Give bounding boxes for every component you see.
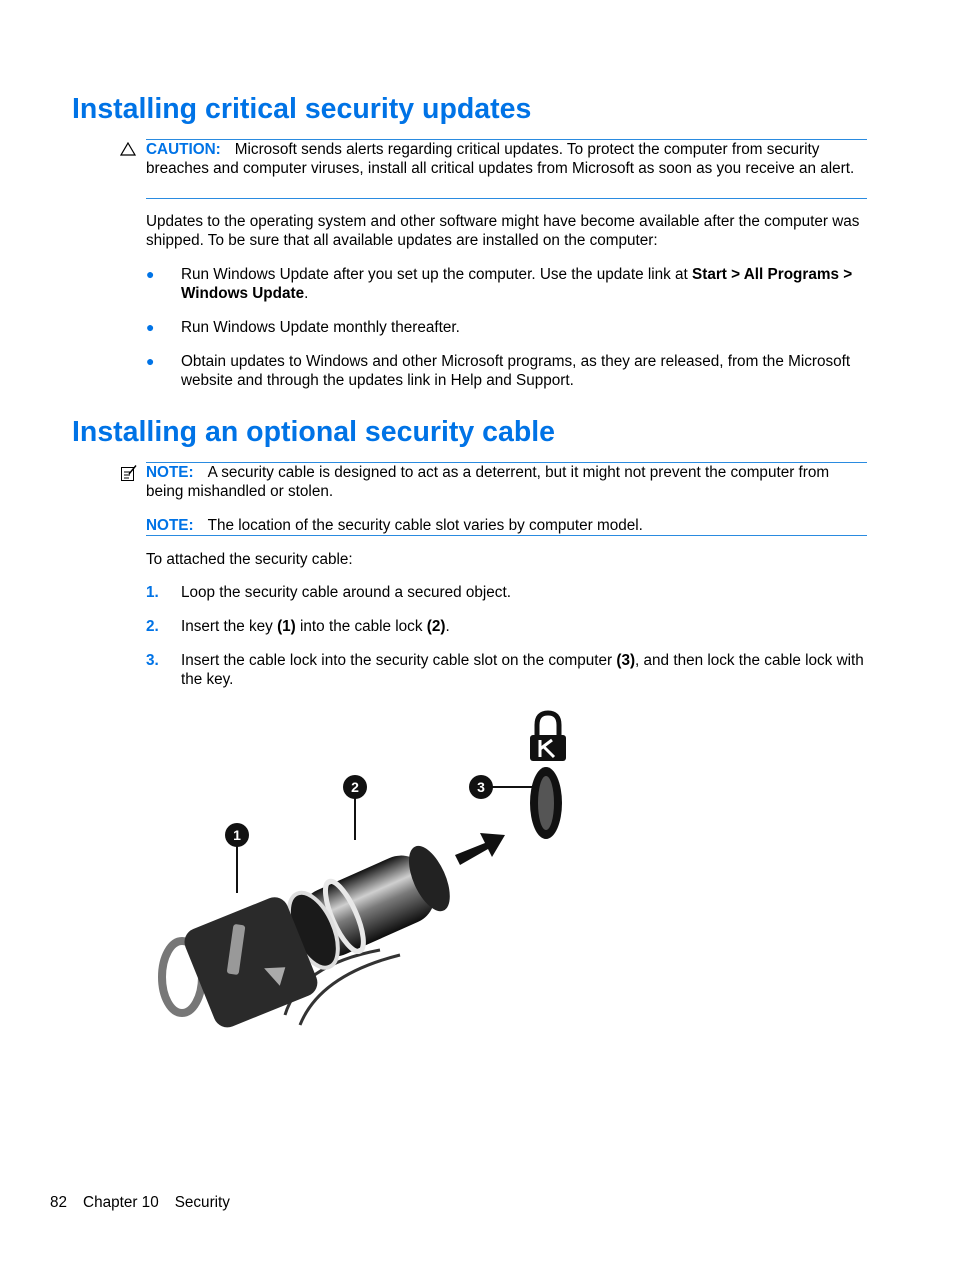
chapter-title: Security <box>174 1194 230 1211</box>
caution-label: CAUTION: <box>146 141 221 158</box>
callout-2 <box>343 775 367 799</box>
step-3-text <box>181 651 871 689</box>
bullet-icon: ● <box>146 353 155 369</box>
callout-3 <box>469 775 493 799</box>
bullet-1-text: Run Windows Update after you set up the computer. Use the update link at <box>181 266 693 283</box>
note-bottom-rule <box>146 535 867 536</box>
callout-2-label: 2 <box>351 779 359 795</box>
step-3-number: 3. <box>146 652 159 669</box>
step-2-part: . <box>445 618 450 635</box>
step-2-part: Insert the key <box>181 618 278 635</box>
step-1-text: Loop the security cable around a secured object. <box>181 584 511 601</box>
step-3-part: Insert the cable lock into the security cable slot on the computer <box>181 652 617 669</box>
page-footer <box>50 1193 246 1212</box>
step-2-number: 2. <box>146 618 159 635</box>
bullet-1-end: . <box>304 285 309 302</box>
step-2-part: into the cable lock <box>295 618 427 635</box>
updates-intro: Updates to the operating system and other software might have become available after the computer was shipped. To be sure that all available updates are installed on the computer: <box>146 213 860 249</box>
step-2-text <box>181 617 871 636</box>
bullet-item-2: Run Windows Update monthly thereafter. <box>181 319 460 336</box>
bullet-item-1 <box>181 265 871 303</box>
note-1-label: NOTE: <box>146 464 194 481</box>
callout-1 <box>225 823 249 847</box>
cable-intro: To attached the security cable: <box>146 551 353 568</box>
caution-text: Microsoft sends alerts regarding critical updates. To protect the computer from security breaches and computer viruses, install all critical updates from Microsoft as soon as you receive an alert. <box>146 141 855 177</box>
heading-security-cable: Installing an optional security cable <box>72 416 556 448</box>
security-cable-illustration <box>150 705 580 1035</box>
page-number: 82 <box>50 1194 68 1211</box>
note-1-text: A security cable is designed to act as a deterrent, but it might not prevent the computer from being mishandled or stolen. <box>146 464 830 500</box>
step-2-ref-1: (1) <box>277 618 296 635</box>
note-2 <box>146 516 868 535</box>
note-2-label: NOTE: <box>146 517 194 534</box>
caution-block <box>146 140 868 178</box>
step-3-ref-3: (3) <box>616 652 636 669</box>
caution-bottom-rule <box>146 198 867 199</box>
note-2-text: The location of the security cable slot varies by computer model. <box>207 517 643 534</box>
bullet-item-3: Obtain updates to Windows and other Microsoft programs, as they are released, from the Microsoft website and through the updates link in Help and Support. <box>181 353 851 389</box>
heading-critical-updates: Installing critical security updates <box>72 93 532 125</box>
note-icon <box>120 464 138 482</box>
kensington-lock-icon <box>530 713 566 761</box>
insert-arrow-icon <box>455 833 505 865</box>
chapter-label: Chapter 10 <box>83 1194 159 1211</box>
callout-3-label: 3 <box>477 779 485 795</box>
bullet-icon: ● <box>146 266 155 282</box>
step-2-ref-2: (2) <box>426 618 446 635</box>
step-3-part: , and then lock the cable lock with the key. <box>181 652 864 688</box>
note-1 <box>146 463 868 501</box>
caution-icon <box>120 142 136 156</box>
bullet-1-path: Start > All Programs > Windows Update <box>181 266 853 302</box>
step-1-number: 1. <box>146 584 159 601</box>
bullet-icon: ● <box>146 319 155 335</box>
callout-1-label: 1 <box>233 827 241 843</box>
